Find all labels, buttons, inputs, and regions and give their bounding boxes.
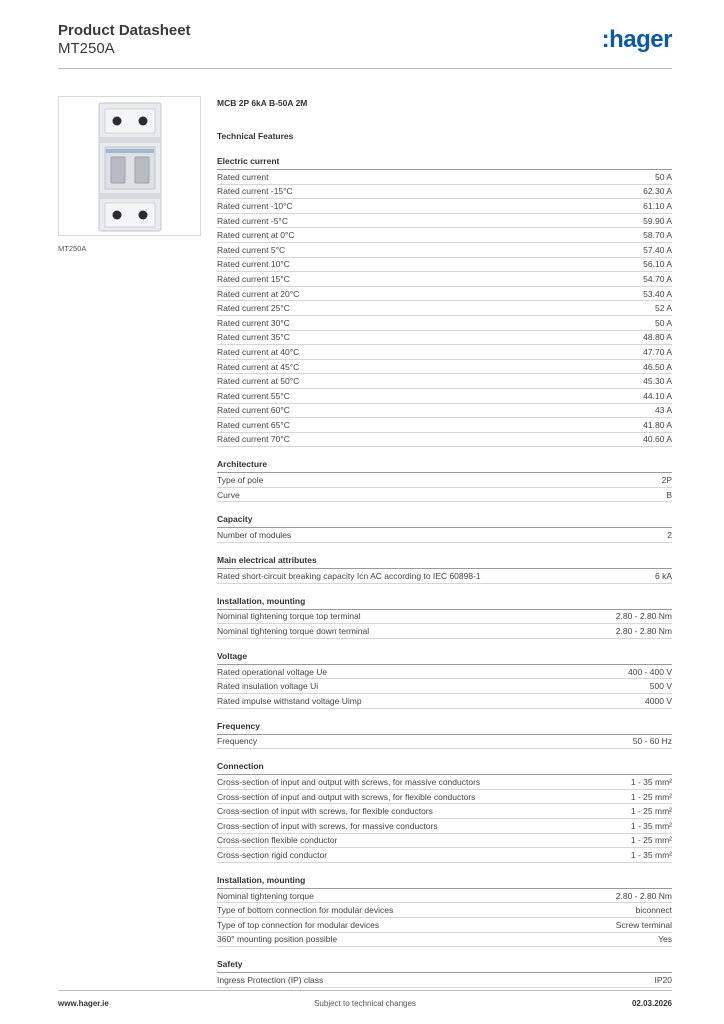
spec-row	[217, 694, 672, 709]
spec-row	[217, 228, 672, 243]
spec-row	[217, 973, 672, 988]
spec-row	[217, 473, 672, 488]
section-title: Electric current	[217, 156, 672, 170]
spec-value: 1 - 25 mm²	[630, 806, 672, 817]
spec-value: 40.60 A	[643, 434, 672, 445]
spec-value: 62.30 A	[643, 186, 672, 197]
spec-row	[217, 214, 672, 229]
footer-notice: Subject to technical changes	[314, 999, 416, 1008]
footer-divider	[58, 990, 672, 991]
spec-row	[217, 360, 672, 375]
spec-label: Rated current 10°C	[217, 259, 290, 270]
circuit-breaker-icon	[59, 97, 200, 235]
footer-date: 02.03.2026	[631, 999, 672, 1008]
spec-label: Cross-section rigid conductor	[217, 849, 328, 860]
spec-label: Rated current 55°C	[217, 390, 290, 401]
spec-label: Rated current -5°C	[217, 215, 288, 226]
product-image	[58, 96, 201, 236]
spec-label: Cross-section flexible conductor	[217, 835, 338, 846]
spec-value: 47.70 A	[643, 346, 672, 357]
spec-row	[217, 889, 672, 904]
spec-value: 61.10 A	[643, 200, 672, 211]
spec-value: 6 kA	[654, 570, 672, 581]
spec-label: Type of pole	[217, 475, 264, 486]
spec-label: Rated current 60°C	[217, 405, 290, 416]
spec-label: Rated current at 40°C	[217, 346, 300, 357]
section-title: Installation, mounting	[217, 875, 672, 889]
section-title: Main electrical attributes	[217, 555, 672, 569]
spec-row	[217, 389, 672, 404]
spec-value: 56.10 A	[643, 259, 672, 270]
spec-value: Screw terminal	[615, 919, 672, 930]
spec-label: Rated short-circuit breaking capacity Icn AC according to IEC 60898-1	[217, 570, 481, 581]
spec-row	[217, 287, 672, 302]
spec-value: 50 A	[654, 317, 672, 328]
spec-label: Rated current 70°C	[217, 434, 290, 445]
spec-value: 53.40 A	[643, 288, 672, 299]
spec-row	[217, 569, 672, 584]
spec-label: Rated current at 20°C	[217, 288, 300, 299]
spec-row	[217, 331, 672, 346]
image-caption: MT250A	[58, 244, 87, 253]
spec-value: 400 - 400 V	[628, 666, 672, 677]
spec-value: 2P	[661, 475, 672, 486]
spec-row	[217, 775, 672, 790]
spec-label: Cross-section of input with screws, for flexible conductors	[217, 806, 433, 817]
spec-row	[217, 804, 672, 819]
spec-label: Cross-section of input with screws, for massive conductors	[217, 820, 438, 831]
spec-row	[217, 185, 672, 200]
spec-label: Number of modules	[217, 530, 292, 541]
spec-value: 57.40 A	[643, 244, 672, 255]
spec-label: Rated current 30°C	[217, 317, 290, 328]
section-title: Safety	[217, 959, 672, 973]
spec-label: Curve	[217, 489, 240, 500]
spec-row	[217, 272, 672, 287]
spec-value: 52 A	[654, 303, 672, 314]
spec-value: 48.80 A	[643, 332, 672, 343]
spec-label: Rated current at 50°C	[217, 376, 300, 387]
spec-label: Nominal tightening torque down terminal	[217, 626, 370, 637]
spec-label: Rated current -15°C	[217, 186, 293, 197]
spec-row	[217, 301, 672, 316]
spec-row	[217, 903, 672, 918]
spec-label: Rated current 25°C	[217, 303, 290, 314]
spec-value: 50 - 60 Hz	[632, 736, 672, 747]
spec-row	[217, 345, 672, 360]
spec-row	[217, 790, 672, 805]
spec-value: biconnect	[635, 905, 672, 916]
section-title: Frequency	[217, 721, 672, 735]
spec-label: Rated current 15°C	[217, 273, 290, 284]
features-heading: Technical Features	[217, 131, 294, 141]
spec-row	[217, 610, 672, 625]
spec-row	[217, 679, 672, 694]
spec-row	[217, 258, 672, 273]
spec-label: Cross-section of input and output with screws, for massive conductors	[217, 777, 481, 788]
spec-row	[217, 624, 672, 639]
spec-value: 1 - 35 mm²	[630, 849, 672, 860]
spec-value: 58.70 A	[643, 230, 672, 241]
spec-value: 500 V	[649, 681, 672, 692]
spec-label: Rated current at 0°C	[217, 230, 295, 241]
spec-value: 2	[667, 530, 672, 541]
spec-row	[217, 170, 672, 185]
spec-label: Cross-section of input and output with screws, for flexible conductors	[217, 791, 476, 802]
spec-row	[217, 316, 672, 331]
spec-value: 59.90 A	[643, 215, 672, 226]
spec-value: 2.80 - 2.80 Nm	[615, 626, 672, 637]
spec-value: 4000 V	[645, 695, 672, 706]
spec-row	[217, 404, 672, 419]
spec-label: Frequency	[217, 736, 258, 747]
spec-value: 45.30 A	[643, 376, 672, 387]
spec-value: IP20	[654, 974, 672, 985]
spec-value: 50 A	[654, 171, 672, 182]
spec-label: Rated current at 45°C	[217, 361, 300, 372]
spec-value: 2.80 - 2.80 Nm	[615, 890, 672, 901]
spec-label: 360° mounting position possible	[217, 934, 338, 945]
spec-value: 41.80 A	[643, 419, 672, 430]
section-title: Capacity	[217, 514, 672, 528]
spec-value: 2.80 - 2.80 Nm	[615, 611, 672, 622]
spec-row	[217, 199, 672, 214]
doc-subtitle: MT250A	[58, 40, 115, 57]
spec-row	[217, 819, 672, 834]
spec-value: 46.50 A	[643, 361, 672, 372]
spec-row	[217, 735, 672, 750]
spec-row	[217, 488, 672, 503]
spec-row	[217, 374, 672, 389]
spec-label: Rated current 65°C	[217, 419, 290, 430]
spec-label: Rated current 5°C	[217, 244, 286, 255]
product-name: MCB 2P 6kA B-50A 2M	[217, 98, 308, 108]
spec-label: Type of top connection for modular devices	[217, 919, 380, 930]
specifications	[217, 97, 672, 988]
spec-label: Rated current -10°C	[217, 200, 293, 211]
section-title: Architecture	[217, 459, 672, 473]
spec-row	[217, 528, 672, 543]
spec-row	[217, 418, 672, 433]
spec-value: 43 A	[654, 405, 672, 416]
spec-value: 1 - 25 mm²	[630, 791, 672, 802]
spec-value: B	[666, 489, 672, 500]
spec-label: Rated current	[217, 171, 269, 182]
doc-title: Product Datasheet	[58, 22, 191, 39]
section-title: Voltage	[217, 651, 672, 665]
spec-value: Yes	[658, 934, 672, 945]
spec-value: 1 - 35 mm²	[630, 777, 672, 788]
spec-value: 44.10 A	[643, 390, 672, 401]
spec-row	[217, 918, 672, 933]
spec-label: Rated insulation voltage Ui	[217, 681, 319, 692]
spec-row	[217, 848, 672, 863]
spec-value: 1 - 35 mm²	[630, 820, 672, 831]
hager-logo: :hager	[601, 26, 672, 53]
spec-label: Rated impulse withstand voltage Uimp	[217, 695, 362, 706]
section-title: Connection	[217, 761, 672, 775]
spec-row	[217, 933, 672, 948]
spec-label: Nominal tightening torque top terminal	[217, 611, 361, 622]
spec-row	[217, 665, 672, 680]
spec-row	[217, 243, 672, 258]
header-divider	[58, 68, 672, 69]
section-title: Installation, mounting	[217, 596, 672, 610]
footer-website-link[interactable]: www.hager.ie	[58, 999, 109, 1008]
spec-label: Rated operational voltage Ue	[217, 666, 328, 677]
spec-row	[217, 433, 672, 448]
spec-value: 54.70 A	[643, 273, 672, 284]
spec-value: 1 - 25 mm²	[630, 835, 672, 846]
spec-label: Rated current 35°C	[217, 332, 290, 343]
spec-label: Nominal tightening torque	[217, 890, 314, 901]
spec-label: Type of bottom connection for modular devices	[217, 905, 394, 916]
page-header	[58, 22, 672, 70]
spec-row	[217, 834, 672, 849]
spec-sections	[217, 156, 672, 988]
spec-label: Ingress Protection (IP) class	[217, 974, 324, 985]
